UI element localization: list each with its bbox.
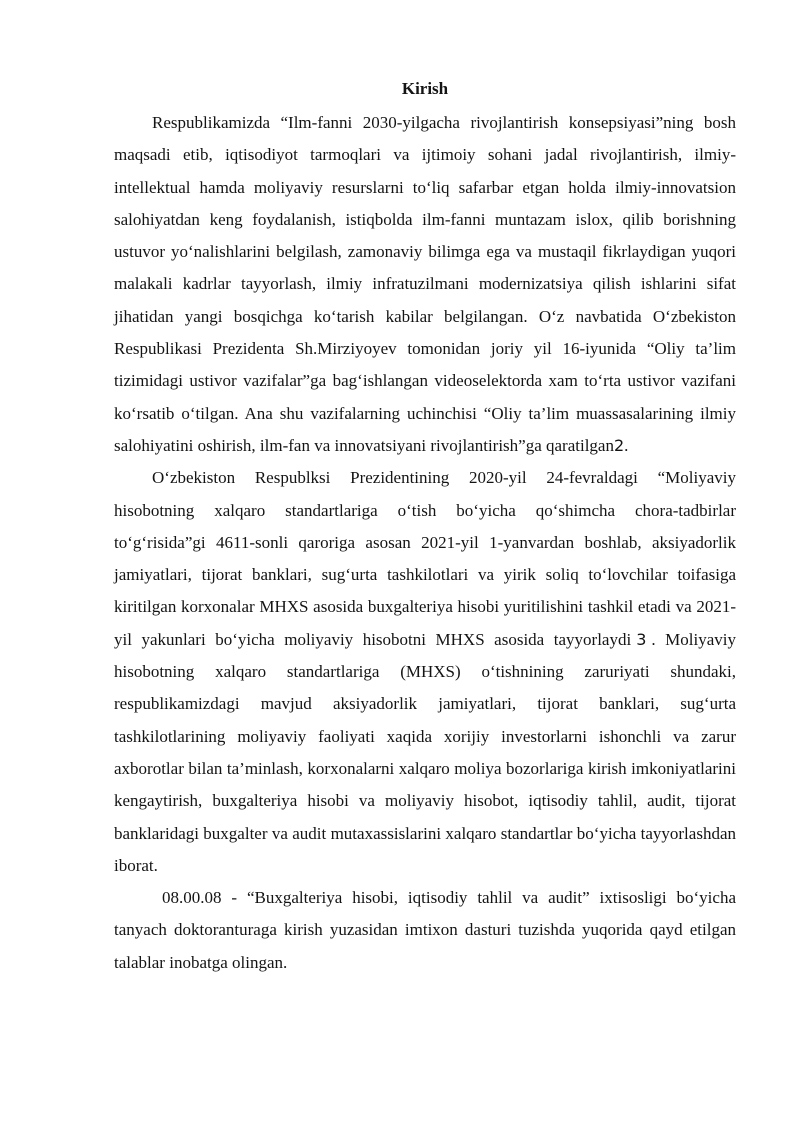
paragraph-program: [114, 882, 736, 979]
section-title: Kirish: [401, 79, 449, 98]
paragraph-text-after: . Moliyaviy hisobotning xalqaro standartlariga (MHXS) o‘tishnining zaruriyati shundaki, respublikamizdagi mavjud aksiyadorlik jamiyatlari, tijorat banklari, sug‘urta tashkilotlarining moliyaviy faoliyati xaqida xorijiy investorlarni ishonchli va zarur axborotlar bilan ta’minlash, korxonalarni xalqaro moliya bozorlariga kirish imkoniyatlarini kengaytirish, buxgalteriya hisobi va moliyaviy hisobot, iqtisodiy tahlil, audit, tijorat banklaridagi buxgalter va audit mutaxassislarini xalqaro standartlar bo‘yicha tayyorlashdan iborat.: [114, 629, 736, 875]
paragraph-tail: .: [624, 435, 629, 455]
paragraph-text: Respublikamizda “Ilm-fanni 2030-yilgacha rivojlantirish konsepsiyasi”ning bosh maqsadi etib, iqtisodiyot tarmoqlari va ijtimoiy sohani jadal rivojlantirish, ilmiy-intellektual hamda moliyaviy resurslarni to‘liq safarbar etgan holda ilmiy-innovatsion salohiyatdan keng foydalanish, istiqbolda ilm-fanni muntazam islox, qilib borishning ustuvor yo‘nalishlarini belgilash, zamonaviy bilimga ega va mustaqil fikrlaydigan yuqori malakali kadrlar tayyorlash, ilmiy infratuzilmani modernizatsiya qilish ishlarini sifat jihatidan yangi bosqichga ko‘tarish kabilar belgilangan. O‘z navbatida O‘zbekiston Respublikasi Prezidenta Sh.Mirziyoyev tomonidan joriy yil 16-iyunida “Oliy ta’lim tizimidagi ustivor vazifalar”ga bag‘ishlangan videoselektorda xam to‘rta ustivor vazifani ko‘rsatib o‘tilgan. Ana shu vazifalarning uchinchisi “Oliy ta’lim muassasalarining ilmiy salohiyatini oshirish, ilm-fan va innovatsiyani rivojlantirish”ga qaratilgan: [114, 113, 736, 455]
document-body: [114, 74, 736, 979]
footnote-ref[interactable]: 3: [636, 629, 647, 649]
paragraph-intro: [114, 107, 736, 462]
paragraph-text: 08.00.08 - “Buxgalteriya hisobi, iqtisodiy tahlil va audit” ixtisosligi bo‘yicha tanyach doktoranturaga kirish yuzasidan imtixon dasturi tuzishda yuqorida qayd etilgan talablar inobatga olingan.: [114, 888, 736, 972]
footnote-ref[interactable]: 2: [613, 435, 625, 455]
paragraph-mhxs: [114, 462, 736, 882]
paragraph-text-before: O‘zbekiston Respublksi Prezidentining 2020-yil 24-fevraldagi “Moliyaviy hisobotning xalqaro standartlariga o‘tish bo‘yicha qo‘shimcha chora-tadbirlar to‘g‘risida”gi 4611-sonli qaroriga asosan 2021-yil 1-yanvardan boshlab, aksiyadorlik jamiyatlari, tijorat banklari, sug‘urta tashkilotlari va yirik soliq to‘lovchilar toifasiga kiritilgan korxonalar MHXS asosida buxgalteriya hisobi yuritilishini tashkil etadi va 2021-yil yakunlari bo‘yicha moliyaviy hisobotni MHXS asosida tayyorlaydi: [114, 468, 736, 649]
